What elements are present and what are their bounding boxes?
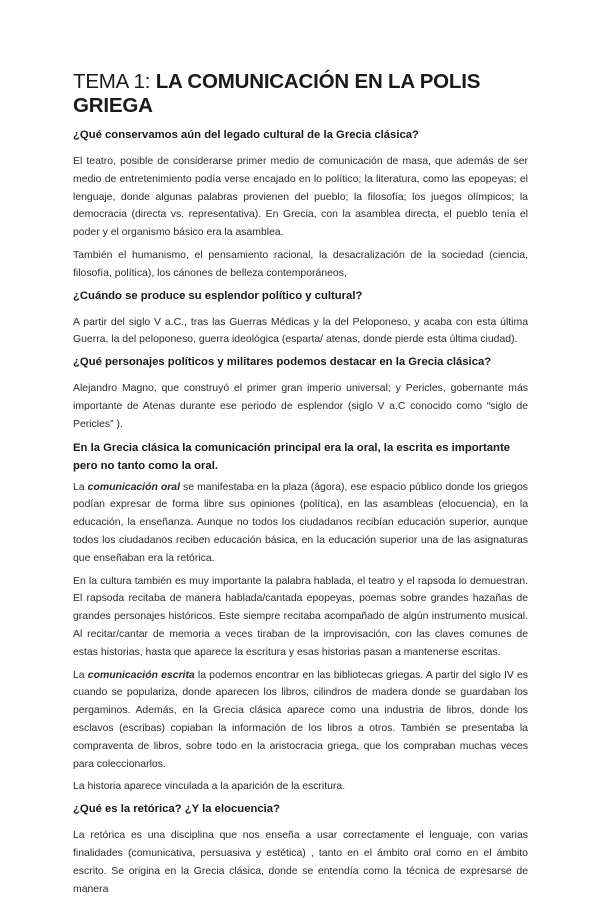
question-heading-figures: ¿Qué personajes políticos y militares podemos destacar en la Grecia clásica? [73,356,492,369]
paragraph-lead: La [73,669,85,681]
question-heading-splendor: ¿Cuándo se produce su esplendor político y cultural? [73,289,363,302]
paragraph-rest: se manifestaba en la plaza (ágora), ese espacio público donde los griegos podían expresar de forma libre sus opiniones (política), en las asambleas (elocuencia), en la educación, la enseñanza. Aunque no todos los ciudadanos recibían educación superior, aunque todos los ciudadanos reciben educación básica, en la educación superior una de las asignaturas que enseñaban era la retórica. [73,481,528,564]
paragraph-rest: la podemos encontrar en las bibliotecas griegas. A partir del siglo IV es cuando se populariza, donde aparecen los libros, cilindros de madera donde se guardaban los pergaminos. Además, en la Grecia clásica aparece como una industria de libros, donde los esclavos (escribas) copiaban la información de los libros a otros. También se presentaba la compraventa de libros, sobre todo en la aristocracia griega, que los compraban muchas veces para coleccionarlos. [73,669,528,770]
paragraph-written-communication [73,667,528,774]
paragraph-lead: La [73,481,85,493]
paragraph-rhetoric: La retórica es una disciplina que nos enseña a usar correctamente el lenguaje, con varias finalidades (comunicativa, persuasiva y estética) , tanto en el ámbito oral como en el ámbito escrito. Se origina en la Grecia clásica, donde se entendía como la técnica de expresarse de manera [73,830,528,895]
paragraph-oral-communication [73,479,528,568]
question-heading-legacy: ¿Qué conservamos aún del legado cultural de la Grecia clásica? [73,129,419,141]
paragraph-legacy-1: El teatro, posible de considerarse primer medio de comunicación de masa, que además de ser medio de entretenimiento podía verse encajado en lo político; la literatura, como las epopeyas; el lenguaje, donde algunas palabras provienen del pueblo; la filosofía; los juegos olímpicos; la democracia (directa vs. representativa). En Grecia, con la asamblea directa, el pueblo tenía el poder y el organismo básico era la asamblea. [73,156,528,239]
paragraph-figures: Alejandro Magno, que construyó el primer gran imperio universal; y Pericles, gobernante más importante de Atenas durante ese periodo de esplendor (siglo V a.C conocido como “siglo de Pericles” ). [73,383,528,430]
paragraph-legacy-2: También el humanismo, el pensamiento racional, la desacralización de la sociedad (ciencia, filosofía, política), los cánones de belleza contemporáneos, [73,249,528,279]
question-heading-rhetoric: ¿Qué es la retórica? ¿Y la elocuencia? [73,803,280,816]
title-prefix: TEMA 1: [73,70,151,93]
emphasis-written: comunicación escrita [87,669,195,681]
emphasis-oral: comunicación oral [87,481,181,493]
bold-statement-oral: En la Grecia clásica la comunicación principal era la oral, la escrita es importante pero no tanto como la oral. [73,441,511,472]
paragraph-history: La historia aparece vinculada a la aparición de la escritura. [73,781,346,793]
paragraph-rapsoda: En la cultura también es muy importante la palabra hablada, el teatro y el rapsoda lo demuestran. El rapsoda recitaba de manera hablada/cantada epopeyas, poemas sobre grandes hazañas de grandes personajes históricos. Este siempre recitaba acompañado de algún instrumento musical. Al recitar/cantar de memoria a veces tiraban de la improvisación, con las claves comunes de estas historias, hasta que aparece la escritura y esas historias pasan a mantenerse escritas. [73,575,528,658]
paragraph-splendor: A partir del siglo V a.C., tras las Guerras Médicas y la del Peloponeso, y acaba con esta última Guerra, la del peloponeso, guerra ideológica (esparta/ atenas, donde pierde esta última ciudad). [73,316,528,346]
title-text: LA COMUNICACIÓN EN LA POLIS GRIEGA [73,70,481,117]
page-title [73,70,528,118]
